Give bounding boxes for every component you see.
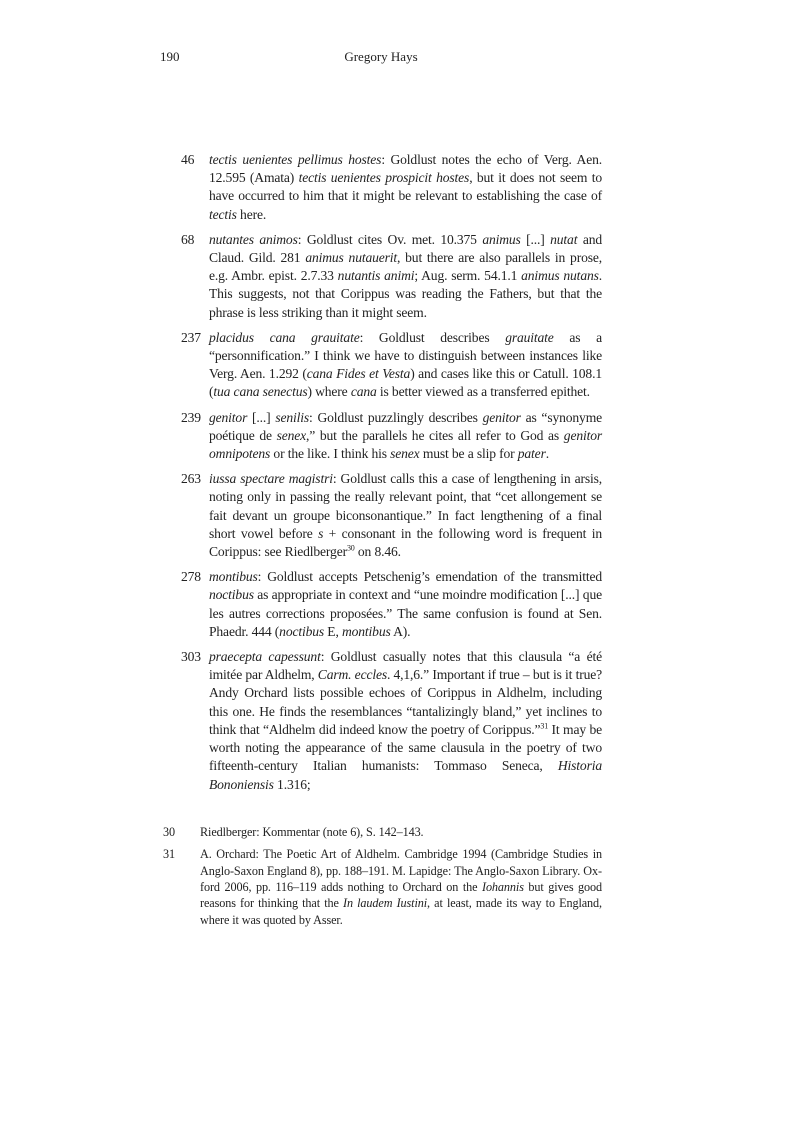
commentary-entry-text [209,470,602,561]
commentary-entry-number: 68 [181,231,195,247]
text-run: , but it does not seem to have occurred to him that it might be relevant to establishing the case of [209,170,602,204]
italic-text: iussa spectare magistri [209,471,333,487]
italic-text: praecepta capessunt [209,649,321,665]
italic-text: Historia Bononiensis [209,758,602,792]
text-run: A. Orchard: The Poetic Art of Aldhelm. Cambridge 1994 (Cambridge Studies in Anglo-Saxon England 8), pp. 188–191. M. Lapidge: The Anglo-Saxon Library. Oxford 2006, pp. 116–119 adds nothing to Orchard on the [200,847,602,894]
italic-text: pater [517,446,546,462]
footnotes [163,824,602,928]
text-run: : Goldlust casually notes that this clausula “a été imitée par Aldhelm, [209,649,602,683]
text-run: as appropriate in context and “une moindre modification [...] que les autres corrections proposées.” The same confusion is found at Sen. Phaedr. 444 ( [209,587,602,639]
text-run: is better viewed as a transferred epithet. [376,384,590,400]
italic-text: nutat [550,231,578,247]
commentary-entry-number: 46 [181,152,195,167]
footnote-reference: 30 [346,543,355,553]
page-header [160,48,602,66]
footnote-reference: 31 [540,721,549,731]
page-number: 190 [160,49,180,64]
commentary-entry-number: 239 [181,409,201,425]
commentary-entry-number: 303 [181,649,201,665]
text-run: and Claud. Gild. 281 [209,231,602,266]
text-run: ; Aug. serm. 54.1.1 [414,268,522,284]
text-run: but gives good reasons for thinking that the [200,879,602,911]
text-run: . This suggests, not that Corippus was reading the Fathers, but that the phrase is less striking than it might seem. [209,268,602,320]
text-run: A). [390,623,411,639]
text-run: 1.316; [273,776,311,792]
italic-text: senex [390,446,420,462]
text-run: as a “personnification.” I think we have to distinguish between instances like Verg. Aen. 1.292 ( [209,329,602,382]
italic-text: senilis [275,409,310,425]
commentary-entry-number: 263 [181,471,201,487]
text-run: or the like. I think his [270,446,391,462]
italic-text: tectis uenientes pellimus hostes [209,152,382,167]
text-run: . 4,1,6.” Important if true – but is it true? Andy Orchard lists possible echoes of Corippus in Aldhelm, including this one. He finds the resemblances “tantalizingly bland,” yet inclines to think that “Aldhelm did indeed know the poetry of Corippus.” [209,667,602,737]
text-run: [...] [247,409,276,425]
italic-text: grauitate [505,329,554,345]
text-run: ) and cases like this or Catull. 108.1 ( [209,366,602,400]
commentary-entry-number: 278 [181,569,201,585]
footnote-number: 31 [163,847,175,862]
text-run: here. [236,206,267,222]
text-run: E, [324,623,342,639]
text-run: : Goldlust describes [359,329,506,345]
text-run: . [545,446,549,462]
italic-text: senex [276,427,307,443]
italic-text: tua cana senectus [213,384,308,400]
commentary-entry-text [209,648,602,794]
commentary-entry-text [209,151,602,224]
text-run: must be a slip for [419,446,518,462]
footnote [163,824,602,840]
commentary-entry [181,329,602,402]
italic-text: Carm. eccles [317,667,387,683]
commentary-entry-text [209,409,602,464]
footnote-text [200,846,602,928]
running-title: Gregory Hays [344,49,418,64]
italic-text: animus [482,231,521,247]
text-run: + consonant in the following word is frequent in Corippus: see Riedlberger [209,525,603,560]
text-run: : Goldlust puzzlingly describes [309,409,483,425]
italic-text: tectis [209,206,237,222]
text-run: : Goldlust notes the echo of Verg. Aen. 12.595 (Amata) [209,152,603,186]
text-run: , at least, made its way to England, where it was quoted by Asser. [200,896,602,927]
text-run: on 8.46. [354,544,401,560]
commentary-entry-text [209,329,602,402]
italic-text: genitor omnipotens [209,427,603,462]
italic-text: montibus [209,569,258,585]
italic-text: genitor [482,409,521,425]
text-run: [...] [520,231,551,247]
italic-text: nutantis animi [337,268,415,284]
commentary-entry [181,151,602,224]
italic-text: In laudem Iustini [342,896,428,911]
italic-text: noctibus [209,587,254,603]
italic-text: Iohannis [481,879,524,894]
text-run: ,” but the parallels he cites all refer to God as [306,427,564,443]
commentary-entry [181,568,602,641]
italic-text: genitor [209,409,248,425]
commentary-entry-text [209,568,602,641]
italic-text: animus nutans [521,268,599,284]
text-run: It may be worth noting the appearance of the same clausula in the poetry of two fifteenth-century Italian humanists: Tommaso Seneca, [209,721,602,774]
italic-text: noctibus [279,623,325,639]
text-run: Riedlberger: Kommentar (note 6), S. 142–143. [200,824,424,839]
text-run: , but there are also parallels in prose, e.g. Ambr. epist. 2.7.33 [209,250,602,284]
text-run: : Goldlust calls this a case of lengthening in arsis, noting only in passing the really relevant point, that “cet allongement se fait devant un groupe biconsonantique.” In fact lengthening of a final short vowel before [209,471,602,541]
text-run: : Goldlust accepts Petschenig’s emendation of the transmitted [257,569,602,585]
commentary-entry [181,231,602,322]
italic-text: s [318,525,324,541]
italic-text: cana [350,384,377,400]
italic-text: placidus cana grauitate [209,329,360,345]
footnote-text [200,824,602,840]
italic-text: animus nutauerit [305,250,398,266]
italic-text: tectis uenientes prospicit hostes [298,170,470,186]
commentary-entry-number: 237 [181,329,201,345]
italic-text: nutantes animos [209,231,298,247]
text-run: ) where [307,384,351,400]
italic-text: montibus [341,623,391,639]
footnote-number: 30 [163,824,175,839]
footnote [163,846,602,928]
text-run: : Goldlust cites Ov. met. 10.375 [297,231,483,247]
text-run: as “synonyme poétique de [209,409,602,443]
commentary-entry [181,648,602,794]
commentary-entry [181,409,602,464]
commentary-entry-text [209,231,602,322]
italic-text: cana Fides et Vesta [306,366,411,382]
commentary-entries [181,151,602,794]
commentary-entry [181,470,602,561]
